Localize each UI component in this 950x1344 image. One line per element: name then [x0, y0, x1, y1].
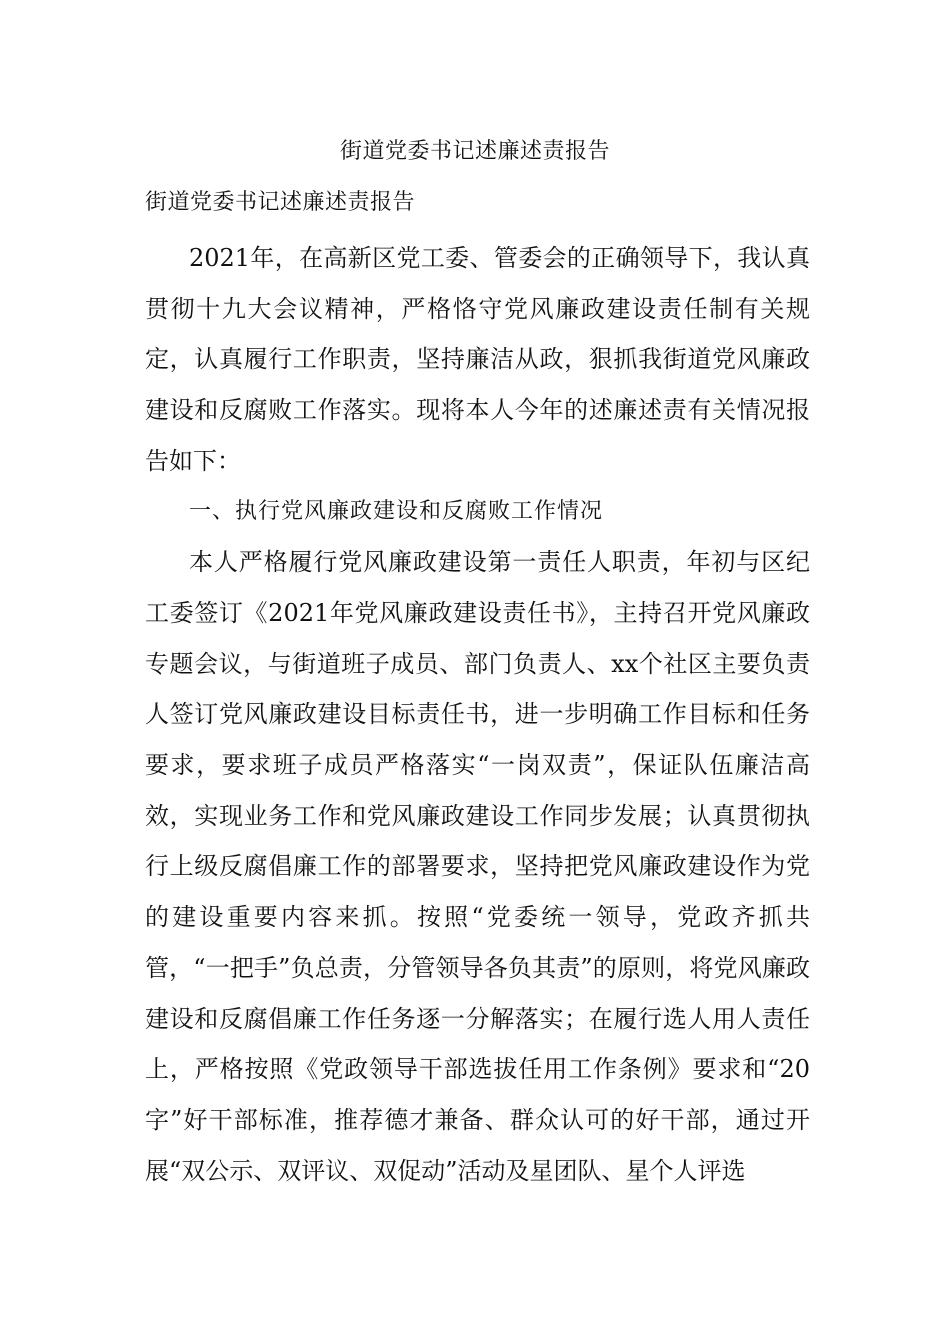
section-heading: 一、执行党风廉政建设和反腐败工作情况 — [189, 498, 604, 524]
document-title: 街道党委书记述廉述责报告 — [339, 139, 610, 164]
document-subtitle: 街道党委书记述廉述责报告 — [145, 190, 416, 215]
intro-paragraph: 2021年，在高新区党工委、管委会的正确领导下，我认真贯彻十九大会议精神，严格恪守党风廉政建设责任制有关规定，认真履行工作职责，坚持廉洁从政，狠抓我街道党风廉政建设和反腐败工作落实。现将本人今年的述廉述责有关情况报告如下： — [145, 244, 810, 475]
body-paragraph: 本人严格履行党风廉政建设第一责任人职责，年初与区纪工委签订《2021年党风廉政建设责任书》，主持召开党风廉政专题会议，与街道班子成员、部门负责人、xx个社区主要负责人签订党风廉政建设目标责任书，进一步明确工作目标和任务要求，要求班子成员严格落实“一岗双责”，保证队伍廉洁高效，实现业务工作和党风廉政建设工作同步发展；认真贯彻执行上级反腐倡廉工作的部署要求，坚持把党风廉政建设作为党的建设重要内容来抓。按照“党委统一领导，党政齐抓共管，“一把手”负总责，分管领导各负其责”的原则，将党风廉政建设和反腐倡廉工作任务逐一分解落实；在履行选人用人责任上，严格按照《党政领导干部选拔任用工作条例》要求和“20字”好干部标准，推荐德才兼备、群众认可的好干部，通过开展“双公示、双评议、双促动”活动及星团队、星个人评选 — [145, 548, 810, 1185]
document-body — [145, 181, 810, 1196]
